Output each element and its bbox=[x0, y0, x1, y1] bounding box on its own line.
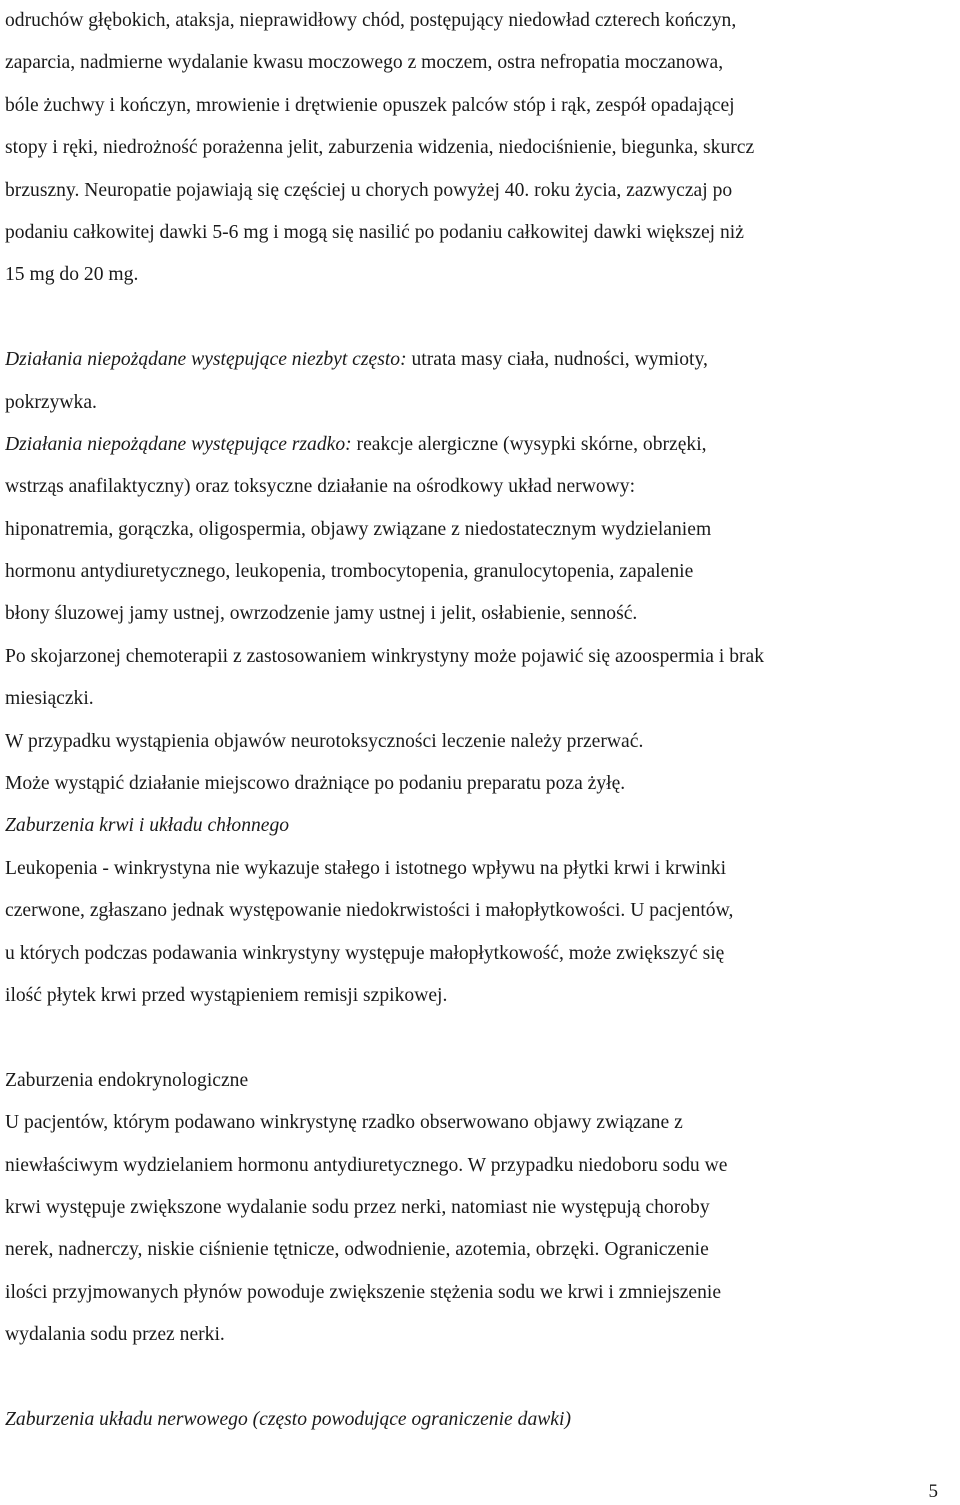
text-run: czerwone, zgłaszano jednak występowanie niedokrwistości i małopłytkowości. U pacjentów, bbox=[5, 900, 734, 922]
text-line bbox=[5, 1102, 960, 1144]
text-run: nerek, nadnerczy, niskie ciśnienie tętnicze, odwodnienie, azotemia, obrzęki. Ograniczenie bbox=[5, 1239, 709, 1261]
text-line bbox=[5, 1229, 960, 1271]
text-line bbox=[5, 1272, 960, 1314]
text-line bbox=[5, 212, 960, 254]
text-line bbox=[5, 254, 960, 296]
text-line bbox=[5, 509, 960, 551]
text-run: hormonu antydiuretycznego, leukopenia, trombocytopenia, granulocytopenia, zapalenie bbox=[5, 561, 694, 583]
text-line bbox=[5, 975, 960, 1017]
text-line bbox=[5, 170, 960, 212]
text-line bbox=[5, 1187, 960, 1229]
text-run: bóle żuchwy i kończyn, mrowienie i drętwienie opuszek palców stóp i rąk, zespół opadającej bbox=[5, 94, 735, 116]
text-line bbox=[5, 933, 960, 975]
text-run: miesiączki. bbox=[5, 688, 94, 710]
text-run: stopy i ręki, niedrożność porażenna jelit, zaburzenia widzenia, niedociśnienie, biegunka, skurcz bbox=[5, 137, 755, 159]
text-run: W przypadku wystąpienia objawów neurotoksyczności leczenie należy przerwać. bbox=[5, 730, 644, 752]
paragraph-gap bbox=[5, 1017, 960, 1059]
text-line bbox=[5, 466, 960, 508]
text-run: ilość płytek krwi przed wystąpieniem remisji szpikowej. bbox=[5, 984, 448, 1006]
text-run: 15 mg do 20 mg. bbox=[5, 264, 139, 286]
text-run: Leukopenia - winkrystyna nie wykazuje stałego i istotnego wpływu na płytki krwi i krwinki bbox=[5, 857, 727, 879]
text-run: błony śluzowej jamy ustnej, owrzodzenie jamy ustnej i jelit, osłabienie, senność. bbox=[5, 603, 638, 625]
italic-text-run: Zaburzenia układu nerwowego (często powodujące ograniczenie dawki) bbox=[5, 1408, 571, 1430]
text-line bbox=[5, 1145, 960, 1187]
text-line bbox=[5, 1399, 960, 1441]
text-line bbox=[5, 848, 960, 890]
italic-text-run: Działania niepożądane występujące niezbyt często: bbox=[5, 349, 407, 371]
text-line bbox=[5, 763, 960, 805]
text-run: pokrzywka. bbox=[5, 391, 97, 413]
text-run: ilości przyjmowanych płynów powoduje zwiększenie stężenia sodu we krwi i zmniejszenie bbox=[5, 1281, 722, 1303]
text-run: wstrząs anafilaktyczny) oraz toksyczne działanie na ośrodkowy układ nerwowy: bbox=[5, 476, 636, 498]
text-line bbox=[5, 85, 960, 127]
text-line bbox=[5, 424, 960, 466]
text-run: wydalania sodu przez nerki. bbox=[5, 1324, 225, 1346]
text-line bbox=[5, 382, 960, 424]
paragraph-gap bbox=[5, 297, 960, 339]
text-line bbox=[5, 0, 960, 42]
text-run: u których podczas podawania winkrystyny występuje małopłytkowość, może zwiększyć się bbox=[5, 942, 725, 964]
text-line bbox=[5, 1314, 960, 1356]
text-line bbox=[5, 721, 960, 763]
text-run: reakcje alergiczne (wysypki skórne, obrzęki, bbox=[351, 433, 707, 455]
text-run: utrata masy ciała, nudności, wymioty, bbox=[406, 349, 708, 371]
text-run: Może wystąpić działanie miejscowo drażniące po podaniu preparatu poza żyłę. bbox=[5, 773, 626, 795]
page-number: 5 bbox=[928, 1481, 938, 1502]
document-page bbox=[5, 0, 960, 1441]
text-run: podaniu całkowitej dawki 5-6 mg i mogą się nasilić po podaniu całkowitej dawki większej niż bbox=[5, 221, 744, 243]
text-run: niewłaściwym wydzielaniem hormonu antydiuretycznego. W przypadku niedoboru sodu we bbox=[5, 1154, 728, 1176]
text-run: krwi występuje zwiększone wydalanie sodu przez nerki, natomiast nie występują choroby bbox=[5, 1196, 710, 1218]
text-run: brzuszny. Neuropatie pojawiają się częściej u chorych powyżej 40. roku życia, zazwyczaj po bbox=[5, 179, 733, 201]
text-run: Zaburzenia endokrynologiczne bbox=[5, 1069, 249, 1091]
text-run: zaparcia, nadmierne wydalanie kwasu moczowego z moczem, ostra nefropatia moczanowa, bbox=[5, 52, 724, 74]
text-run: hiponatremia, gorączka, oligospermia, objawy związane z niedostatecznym wydzielaniem bbox=[5, 518, 712, 540]
text-run: Po skojarzonej chemoterapii z zastosowaniem winkrystyny może pojawić się azoospermia i brak bbox=[5, 645, 765, 667]
text-line bbox=[5, 42, 960, 84]
text-line bbox=[5, 1060, 960, 1102]
text-line bbox=[5, 805, 960, 847]
italic-text-run: Zaburzenia krwi i układu chłonnego bbox=[5, 815, 290, 837]
paragraph-gap bbox=[5, 1357, 960, 1399]
text-line bbox=[5, 636, 960, 678]
text-line bbox=[5, 678, 960, 720]
text-line bbox=[5, 890, 960, 932]
text-line bbox=[5, 551, 960, 593]
text-run: odruchów głębokich, ataksja, nieprawidłowy chód, postępujący niedowład czterech kończyn, bbox=[5, 10, 737, 31]
text-line bbox=[5, 593, 960, 635]
italic-text-run: Działania niepożądane występujące rzadko: bbox=[5, 433, 352, 455]
text-run: U pacjentów, którym podawano winkrystynę rzadko obserwowano objawy związane z bbox=[5, 1112, 683, 1134]
text-line bbox=[5, 339, 960, 381]
text-line bbox=[5, 127, 960, 169]
